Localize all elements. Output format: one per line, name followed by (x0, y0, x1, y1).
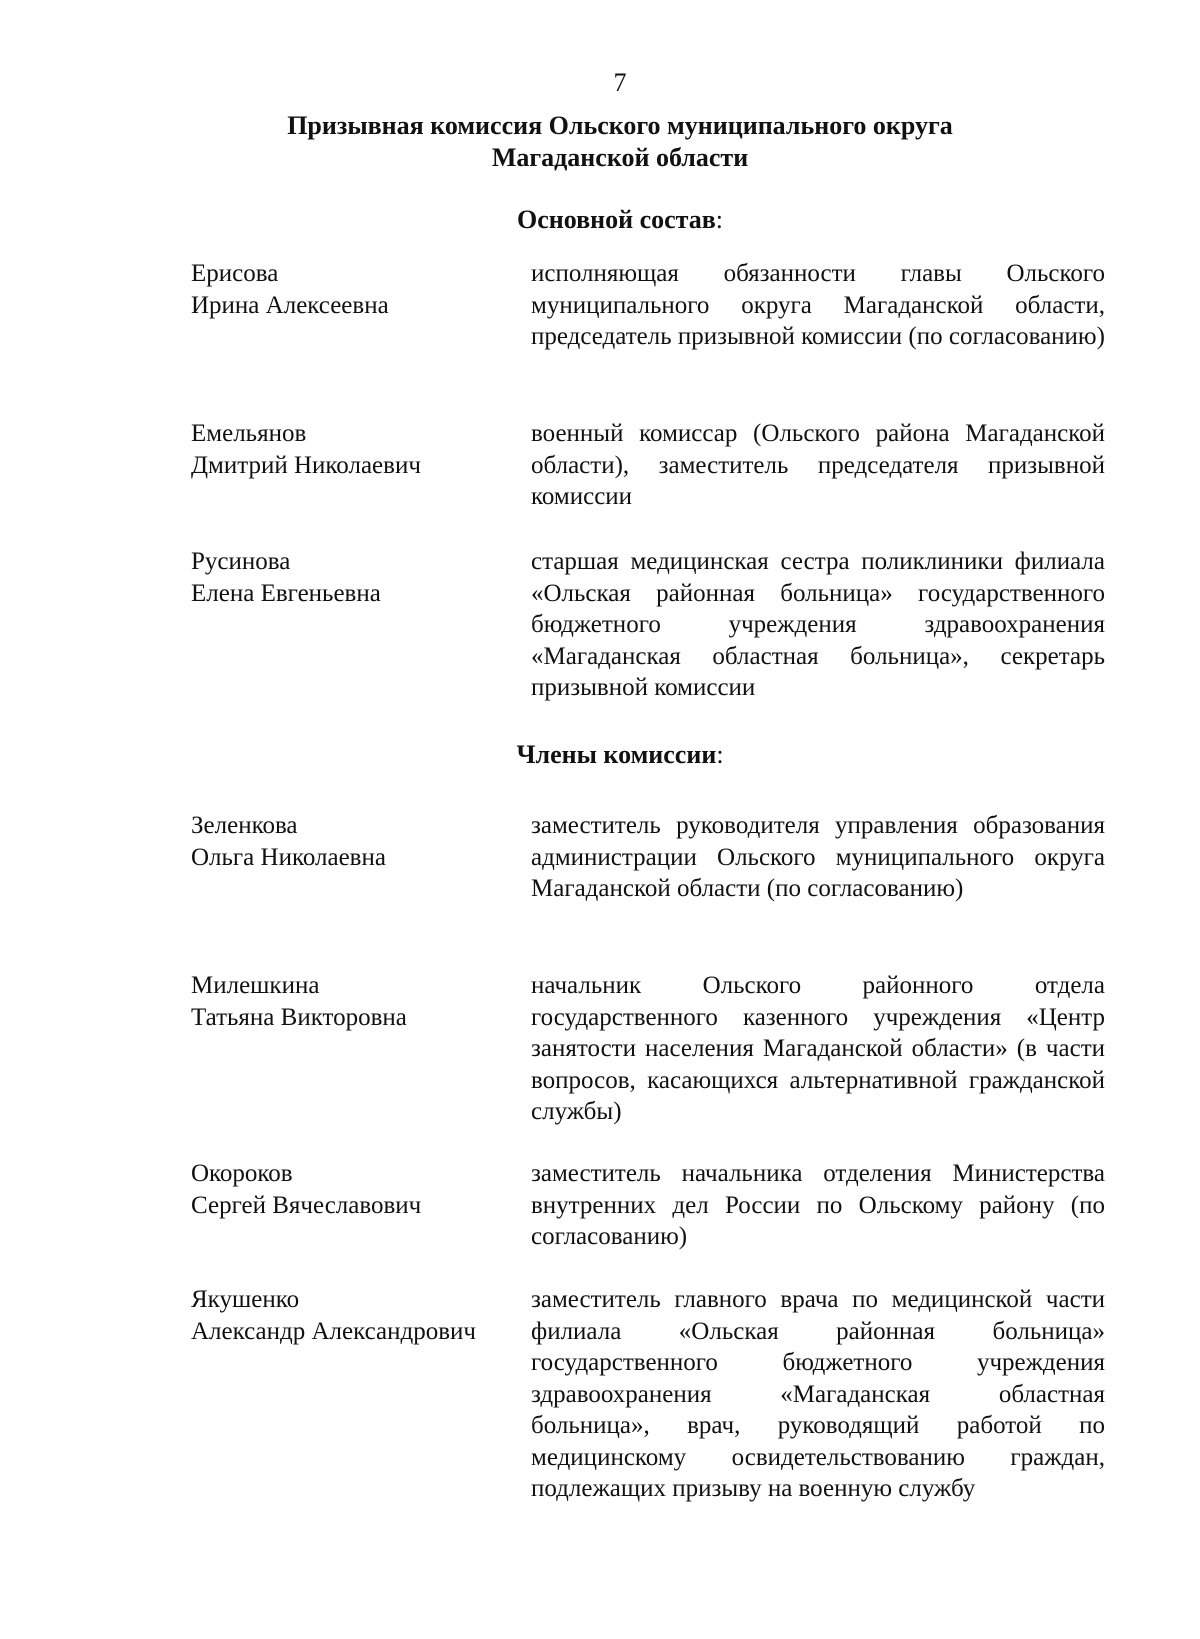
member-surname: Ерисова (191, 260, 279, 287)
section-heading-members-text: Члены комиссии (516, 740, 717, 769)
member-given-names: Сергей Вячеславович (191, 1192, 422, 1219)
member-role: начальник Ольского районного отдела государственного казенного учреждения «Центр занятости населения Магаданской области» (в части вопросов, касающихся альтернативной гражданской службы) (531, 972, 1105, 1125)
member-given-names: Елена Евгеньевна (191, 580, 381, 607)
member-name (191, 810, 521, 874)
member-given-names: Дмитрий Николаевич (191, 452, 421, 479)
member-role: заместитель начальника отделения Министерства внутренних дел России по Ольскому району (по согласованию) (531, 1160, 1105, 1250)
member-given-names: Ольга Николаевна (191, 844, 386, 871)
member-surname: Якушенко (191, 1286, 300, 1313)
document-title (0, 110, 1200, 174)
member-surname: Милешкина (191, 972, 320, 999)
member-given-names: Александр Александрович (191, 1318, 476, 1345)
section-heading-members: Члены комиссии: (516, 740, 724, 769)
member-surname: Русинова (191, 548, 291, 575)
member-given-names: Ирина Алексеевна (191, 292, 389, 319)
section-heading-main: Основной состав: (516, 205, 724, 234)
document-title-line-2: Магаданской области (491, 143, 749, 172)
member-name (191, 546, 521, 610)
member-name (191, 1284, 521, 1348)
member-role: военный комиссар (Ольского района Магаданской области), заместитель председателя призывной комиссии (531, 420, 1105, 510)
member-surname: Зеленкова (191, 812, 298, 839)
member-name (191, 258, 521, 322)
member-role: старшая медицинская сестра поликлиники филиала «Ольская районная больница» государственного бюджетного учреждения здравоохранения «Магаданская областная больница», секретарь призывной комиссии (531, 548, 1105, 701)
section-heading-main-text: Основной состав (516, 205, 716, 234)
member-name (191, 1158, 521, 1222)
member-role: заместитель главного врача по медицинской части филиала «Ольская районная больница» государственного бюджетного учреждения здравоохранения «Магаданская областная больница», врач, руководящий работой по медицинскому освидетельствованию граждан, подлежащих призыву на военную службу (531, 1286, 1105, 1502)
member-surname: Емельянов (191, 420, 307, 447)
member-given-names: Татьяна Викторовна (191, 1004, 407, 1031)
member-name (191, 970, 521, 1034)
member-name (191, 418, 521, 482)
member-role: заместитель руководителя управления образования администрации Ольского муниципального округа Магаданской области (по согласованию) (531, 812, 1105, 902)
page-number: 7 (613, 68, 627, 97)
member-surname: Окороков (191, 1160, 293, 1187)
document-title-line-1: Призывная комиссия Ольского муниципального округа (287, 111, 953, 140)
member-role: исполняющая обязанности главы Ольского муниципального округа Магаданской области, председатель призывной комиссии (по согласованию) (531, 260, 1105, 350)
